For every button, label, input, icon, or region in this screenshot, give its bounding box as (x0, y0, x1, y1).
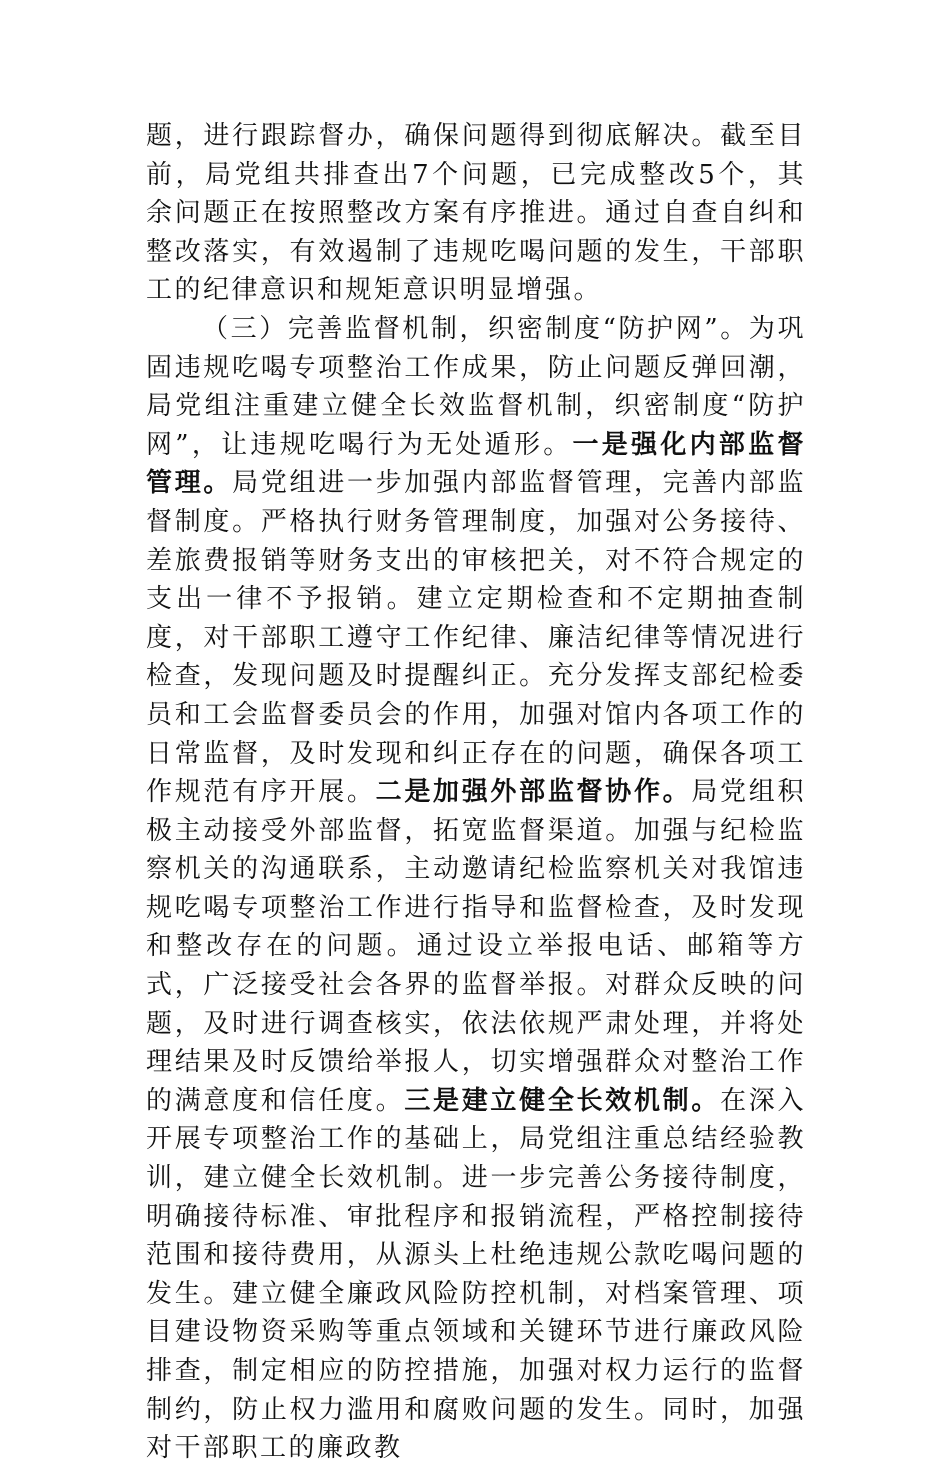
point-one-heading: 一是强化内部监督管理。 (146, 429, 806, 499)
point-one-text: 局党组进一步加强内部监督管理，完善内部监督制度。严格执行财务管理制度，加强对公务接待、差旅费报销等财务支出的审核把关，对不符合规定的支出一律不予报销。建立定期检查和不定期抽查制度，对干部职工遵守工作纪律、廉洁纪律等情况进行检查，发现问题及时提醒纠正。充分发挥支部纪检委员和工会监督委员会的作用，加强对馆内各项工作的日常监督，及时发现和纠正存在的问题，确保各项工作规范有序开展。 (146, 468, 806, 808)
document-body (146, 117, 806, 1468)
point-three-heading: 三是建立健全长效机制。 (404, 1085, 721, 1116)
point-three-text: 在深入开展专项整治工作的基础上，局党组注重总结经验教训，建立健全长效机制。进一步完善公务接待制度，明确接待标准、审批程序和报销流程，严格控制接待范围和接待费用，从源头上杜绝违规公款吃喝问题的发生。建立健全廉政风险防控机制，对档案管理、项目建设物资采购等重点领域和关键环节进行廉政风险排查，制定相应的防控措施，加强对权力运行的监督制约，防止权力滥用和腐败问题的发生。同时，加强对干部职工的廉政教 (146, 1085, 806, 1464)
section-intro-text: （三）完善监督机制，织密制度“防护网”。为巩固违规吃喝专项整治工作成果，防止问题反弹回潮，局党组注重建立健全长效监督机制，织密制度“防护网”，让违规吃喝行为无处遁形。 (146, 313, 806, 460)
paragraph-section-three (146, 310, 806, 1468)
point-two-heading: 二是加强外部监督协作。 (375, 777, 692, 808)
point-two-text: 局党组积极主动接受外部监督，拓宽监督渠道。加强与纪检监察机关的沟通联系，主动邀请纪检监察机关对我馆违规吃喝专项整治工作进行指导和监督检查，及时发现和整改存在的问题。通过设立举报电话、邮箱等方式，广泛接受社会各界的监督举报。对群众反映的问题，及时进行调查核实，依法依规严肃处理，并将处理结果及时反馈给举报人，切实增强群众对整治工作的满意度和信任度。 (146, 777, 806, 1116)
paragraph-continuation: 题，进行跟踪督办，确保问题得到彻底解决。截至目前，局党组共排查出7个问题，已完成整改5个，其余问题正在按照整改方案有序推进。通过自查自纠和整改落实，有效遏制了违规吃喝问题的发生，干部职工的纪律意识和规矩意识明显增强。 (146, 121, 806, 306)
